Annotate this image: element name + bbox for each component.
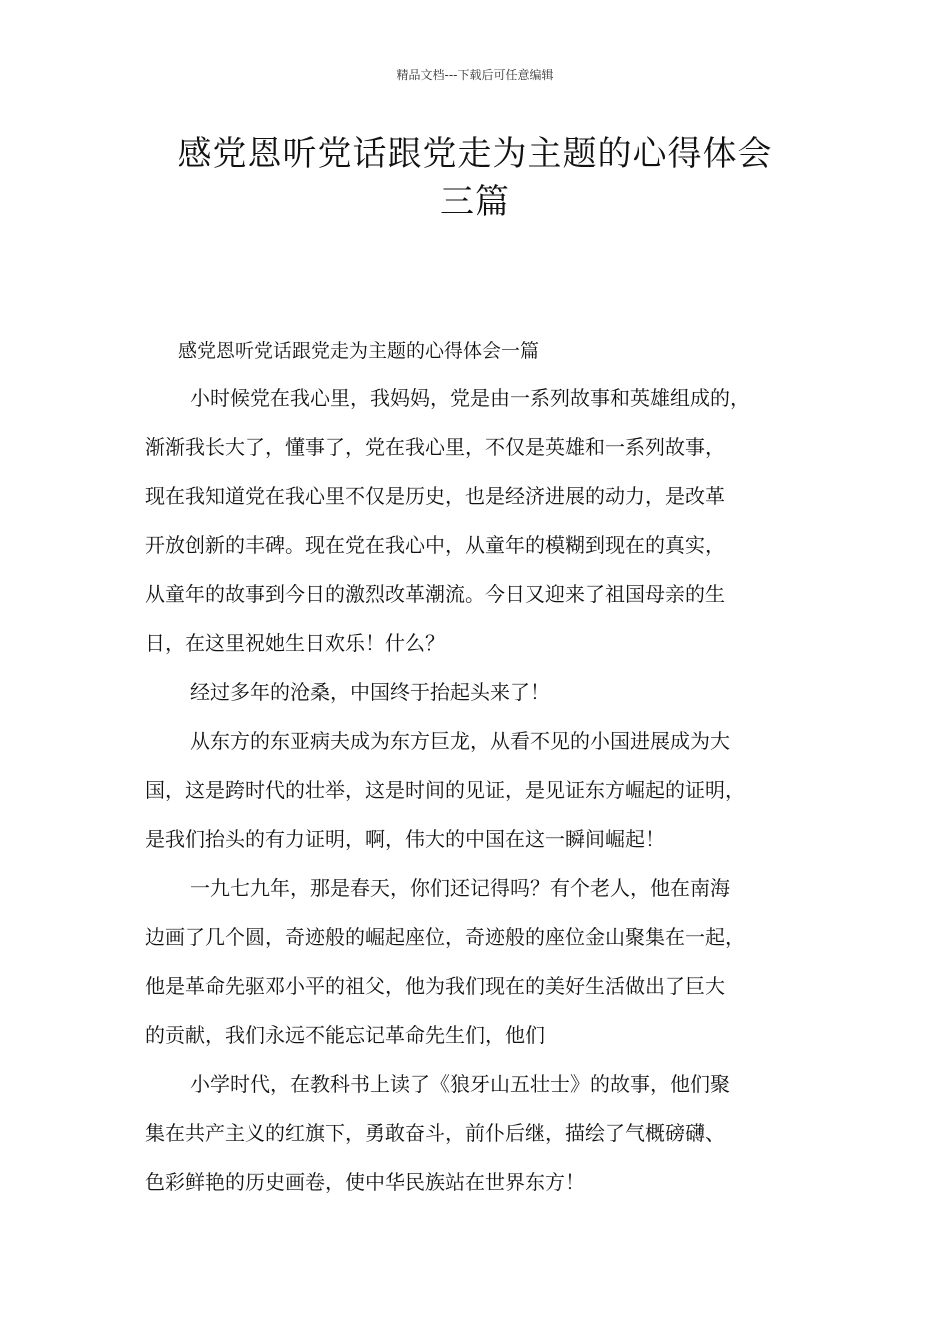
text-line: 现在我知道党在我心里不仅是历史，也是经济进展的动力，是改革 <box>145 484 725 508</box>
paragraph-4 <box>145 870 825 1066</box>
text-line: 小学时代，在教科书上读了《狼牙山五壮士》的故事，他们聚 <box>190 1072 730 1096</box>
text-line: 的贡献，我们永远不能忘记革命先生们，他们 <box>145 1023 545 1047</box>
paragraph-1 <box>145 380 825 674</box>
text-line: 他是革命先驱邓小平的祖父，他为我们现在的美好生活做出了巨大 <box>145 974 725 998</box>
section-heading: 感党恩听党话跟党走为主题的心得体会一篇 <box>178 340 540 362</box>
text-line: 小时候党在我心里，我妈妈，党是由一系列故事和英雄组成的， <box>190 386 750 410</box>
text-line: 开放创新的丰碑。现在党在我心中，从童年的模糊到现在的真实， <box>145 533 725 557</box>
text-line: 渐渐我长大了，懂事了，党在我心里，不仅是英雄和一系列故事， <box>145 435 725 459</box>
text-line: 日，在这里祝她生日欢乐！什么？ <box>145 631 445 655</box>
document-title-line: 三篇 <box>440 182 510 222</box>
document-title-line: 感党恩听党话跟党走为主题的心得体会 <box>177 134 773 174</box>
text-line: 一九七九年，那是春天，你们还记得吗？有个老人，他在南海 <box>190 876 730 900</box>
paragraph-2 <box>145 674 825 723</box>
text-line: 国，这是跨时代的壮举，这是时间的见证，是见证东方崛起的证明， <box>145 778 745 802</box>
text-line: 边画了几个圆，奇迹般的崛起座位，奇迹般的座位金山聚集在一起， <box>145 925 745 949</box>
body-text <box>145 380 825 1213</box>
text-line: 是我们抬头的有力证明，啊，伟大的中国在这一瞬间崛起！ <box>145 827 665 851</box>
text-line: 从东方的东亚病夫成为东方巨龙，从看不见的小国进展成为大 <box>190 729 730 753</box>
text-line: 色彩鲜艳的历史画卷，使中华民族站在世界东方！ <box>145 1170 585 1194</box>
paragraph-5 <box>145 1066 825 1213</box>
text-line: 集在共产主义的红旗下，勇敢奋斗，前仆后继，描绘了气概磅礴、 <box>145 1121 725 1145</box>
document-title <box>100 130 850 226</box>
paragraph-3 <box>145 723 825 870</box>
text-line: 经过多年的沧桑，中国终于抬起头来了！ <box>190 680 550 704</box>
header-note: 精品文档---下载后可任意编辑 <box>396 68 554 82</box>
text-line: 从童年的故事到今日的激烈改革潮流。今日又迎来了祖国母亲的生 <box>145 582 725 606</box>
